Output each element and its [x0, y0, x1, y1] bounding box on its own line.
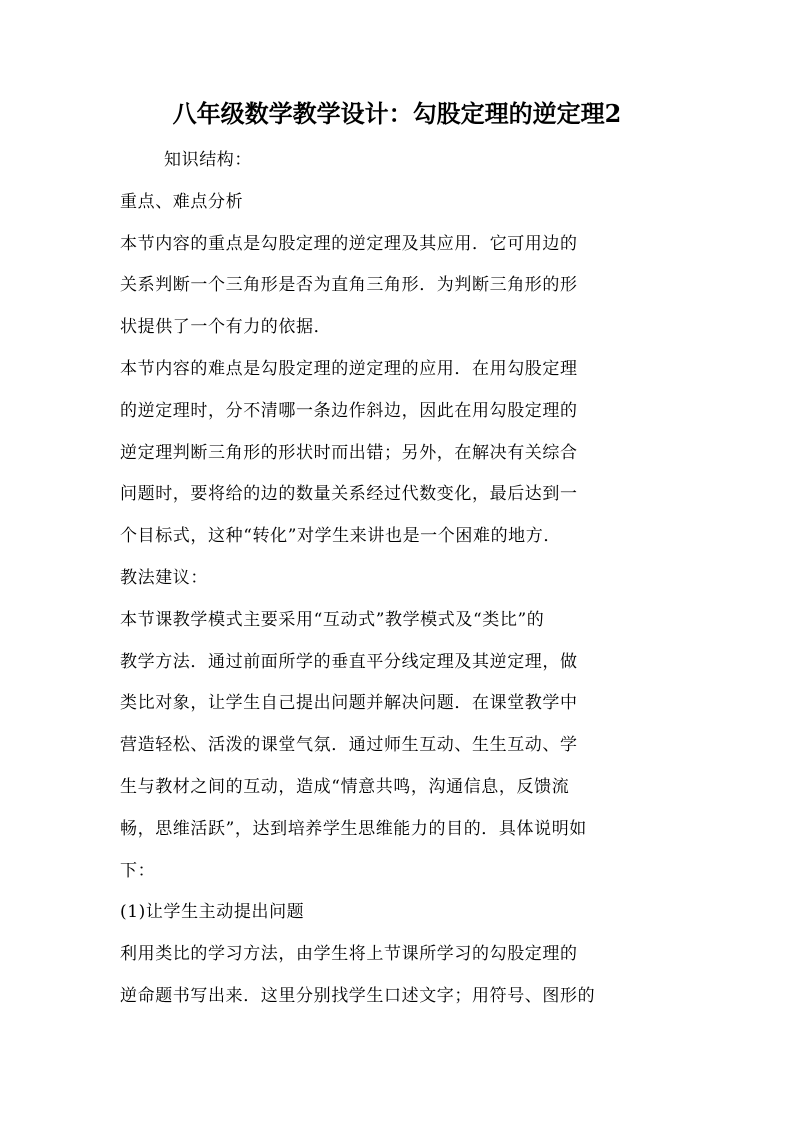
heading-knowledge-structure: 知识结构：: [164, 150, 252, 170]
paragraph-line: 类比对象，让学生自己提出问题并解决问题．在课堂教学中: [120, 693, 578, 714]
paragraph-line: 畅，思维活跃”，达到培养学生思维能力的目的．具体说明如: [120, 818, 587, 839]
paragraph-line: 的逆定理时，分不清哪一条边作斜边，因此在用勾股定理的: [120, 400, 578, 421]
paragraph-line: 问题时，要将给的边的数量关系经过代数变化，最后达到一: [120, 484, 578, 505]
paragraph-line: 营造轻松、活泼的课堂气氛．通过师生互动、生生互动、学: [120, 735, 578, 756]
paragraph-line: 状提供了一个有力的依据．: [120, 317, 332, 338]
paragraph-line: 关系判断一个三角形是否为直角三角形．为判断三角形的形: [120, 275, 578, 296]
paragraph-line: 逆定理判断三角形的形状时而出错；另外，在解决有关综合: [120, 442, 578, 463]
document-body: [120, 140, 680, 1018]
document-title: 八年级数学教学设计：勾股定理的逆定理2: [172, 99, 622, 128]
paragraph-line: 本节课教学模式主要采用“互动式”教学模式及“类比”的: [120, 609, 545, 630]
paragraph-line: 个目标式，这种“转化”对学生来讲也是一个困难的地方．: [120, 526, 561, 547]
paragraph-line: 教学方法．通过前面所学的垂直平分线定理及其逆定理，做: [120, 651, 578, 672]
paragraph-line: 本节内容的难点是勾股定理的逆定理的应用．在用勾股定理: [120, 358, 578, 379]
paragraph-line: 利用类比的学习方法，由学生将上节课所学习的勾股定理的: [120, 944, 578, 965]
paragraph-line: 下：: [120, 860, 156, 881]
heading-teaching-suggestions: 教法建议：: [120, 567, 208, 588]
paragraph-line: 逆命题书写出来．这里分别找学生口述文字；用符号、图形的: [120, 985, 596, 1006]
paragraph-line: 本节内容的重点是勾股定理的逆定理及其应用．它可用边的: [120, 233, 578, 254]
heading-key-difficult-points: 重点、难点分析: [120, 191, 244, 212]
paragraph-line: 生与教材之间的互动，造成“情意共鸣，沟通信息，反馈流: [120, 776, 570, 797]
subheading-item-1: (1)让学生主动提出问题: [120, 902, 305, 923]
